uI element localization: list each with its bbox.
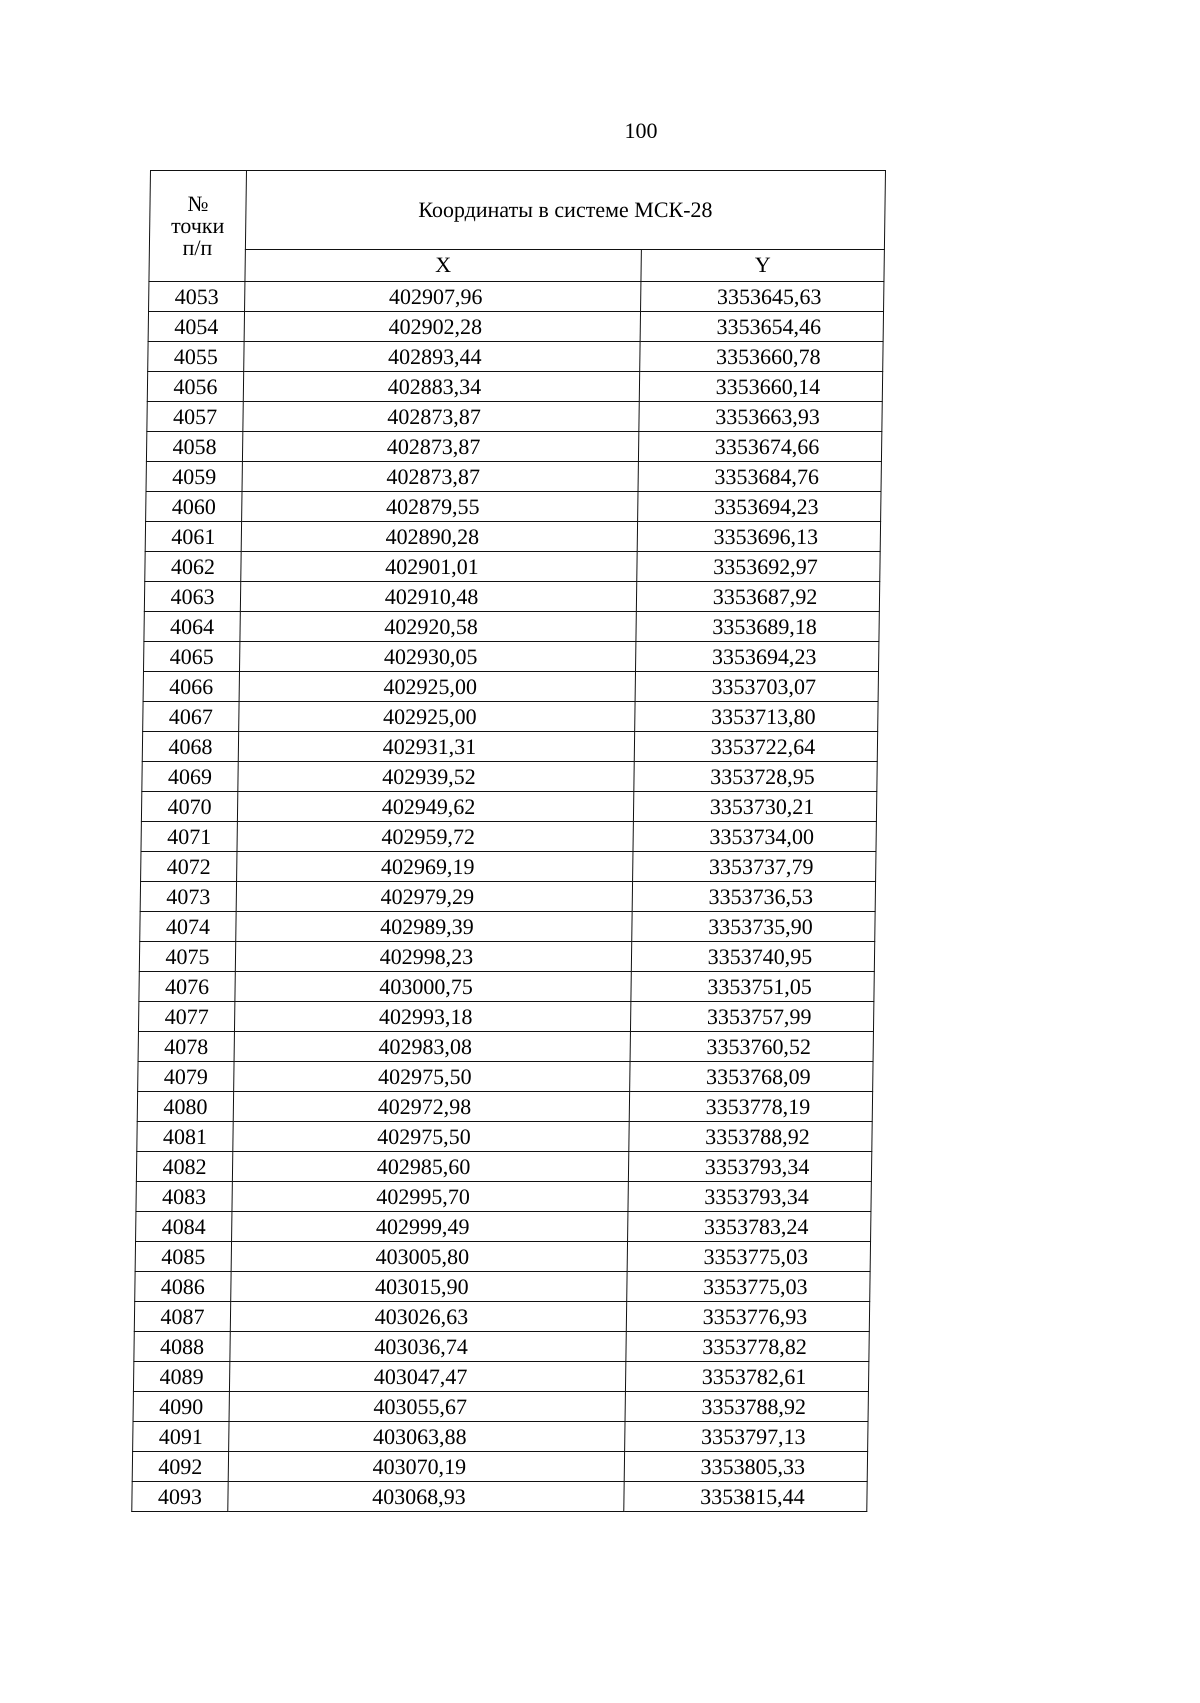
y-coordinate-cell: 3353660,14 (639, 372, 882, 402)
x-coordinate-cell: 402975,50 (233, 1122, 629, 1152)
x-coordinate-cell: 403036,74 (230, 1332, 626, 1362)
point-number-cell: 4070 (141, 792, 237, 822)
y-coordinate-cell: 3353730,21 (633, 792, 876, 822)
point-number-cell: 4055 (148, 342, 244, 372)
point-number-cell: 4078 (138, 1032, 234, 1062)
y-coordinate-cell: 3353768,09 (630, 1062, 873, 1092)
table-row (138, 1032, 873, 1062)
table-header (149, 171, 886, 282)
point-number-cell: 4085 (135, 1242, 231, 1272)
x-coordinate-cell: 402985,60 (232, 1152, 628, 1182)
page-number: 100 (624, 118, 658, 143)
y-coordinate-cell: 3353805,33 (624, 1452, 867, 1482)
table-row (147, 372, 882, 402)
y-coordinate-cell: 3353713,80 (635, 702, 878, 732)
y-coordinate-cell: 3353793,34 (628, 1152, 871, 1182)
point-number-cell: 4092 (132, 1452, 228, 1482)
table-row (149, 282, 884, 312)
x-coordinate-cell: 403005,80 (231, 1242, 627, 1272)
point-number-cell: 4090 (133, 1392, 229, 1422)
point-number-cell: 4067 (143, 702, 239, 732)
x-coordinate-cell: 402931,31 (238, 732, 634, 762)
y-coordinate-cell: 3353783,24 (628, 1212, 871, 1242)
table-row (144, 582, 879, 612)
y-coordinate-cell: 3353694,23 (638, 492, 881, 522)
table-row (147, 402, 882, 432)
table-row (142, 762, 877, 792)
point-number-cell: 4080 (137, 1092, 233, 1122)
table-row (137, 1122, 872, 1152)
table-row (133, 1362, 868, 1392)
table-row (145, 522, 880, 552)
x-coordinate-cell: 402902,28 (244, 312, 640, 342)
table-row (136, 1152, 871, 1182)
table-row (133, 1392, 868, 1422)
y-coordinate-cell: 3353694,23 (635, 642, 878, 672)
y-coordinate-cell: 3353775,03 (627, 1242, 870, 1272)
x-coordinate-cell: 402879,55 (242, 492, 638, 522)
y-coordinate-cell: 3353684,76 (638, 462, 881, 492)
table-row (138, 1062, 873, 1092)
point-number-header-line1: № (187, 191, 209, 216)
point-number-cell: 4056 (147, 372, 243, 402)
y-coordinate-cell: 3353793,34 (628, 1182, 871, 1212)
point-number-cell: 4065 (143, 642, 239, 672)
x-coordinate-cell: 402925,00 (239, 672, 635, 702)
x-coordinate-cell: 403070,19 (228, 1452, 624, 1482)
y-coordinate-cell: 3353735,90 (632, 912, 875, 942)
x-coordinate-cell: 403015,90 (231, 1272, 627, 1302)
x-coordinate-cell: 402975,50 (234, 1062, 630, 1092)
x-coordinate-cell: 402989,39 (236, 912, 632, 942)
table-row (142, 732, 877, 762)
x-coordinate-cell: 402883,34 (243, 372, 639, 402)
x-coordinate-cell: 403063,88 (229, 1422, 625, 1452)
point-number-cell: 4062 (145, 552, 241, 582)
table-row (148, 312, 883, 342)
table-row (136, 1212, 871, 1242)
table-row (132, 1452, 867, 1482)
y-coordinate-cell: 3353775,03 (627, 1272, 870, 1302)
point-number-cell: 4057 (147, 402, 243, 432)
table-row (137, 1092, 872, 1122)
x-coordinate-cell: 402890,28 (241, 522, 637, 552)
point-number-cell: 4091 (133, 1422, 229, 1452)
x-coordinate-cell: 402979,29 (236, 882, 632, 912)
x-coordinate-cell: 402930,05 (239, 642, 635, 672)
x-coordinate-cell: 402920,58 (240, 612, 636, 642)
y-coordinate-cell: 3353776,93 (626, 1302, 869, 1332)
x-column-header: X (245, 249, 641, 281)
x-coordinate-cell: 402910,48 (240, 582, 636, 612)
x-coordinate-cell: 402901,01 (241, 552, 637, 582)
point-number-header (149, 171, 247, 282)
x-coordinate-cell: 402969,19 (237, 852, 633, 882)
x-coordinate-cell: 403047,47 (229, 1362, 625, 1392)
point-number-header-line3: п/п (182, 235, 213, 260)
y-coordinate-cell: 3353757,99 (630, 1002, 873, 1032)
y-coordinate-cell: 3353722,64 (634, 732, 877, 762)
x-coordinate-cell: 402873,87 (243, 402, 639, 432)
point-number-cell: 4061 (145, 522, 241, 552)
point-number-cell: 4074 (140, 912, 236, 942)
table-row (136, 1182, 871, 1212)
table-row (143, 672, 878, 702)
y-coordinate-cell: 3353660,78 (640, 342, 883, 372)
point-number-cell: 4069 (142, 762, 238, 792)
point-number-cell: 4083 (136, 1182, 232, 1212)
y-coordinate-cell: 3353687,92 (636, 582, 879, 612)
y-coordinate-cell: 3353692,97 (637, 552, 880, 582)
table-row (132, 1482, 867, 1512)
point-number-cell: 4081 (137, 1122, 233, 1152)
y-coordinate-cell: 3353654,46 (640, 312, 883, 342)
point-number-cell: 4075 (139, 942, 235, 972)
table-row (146, 492, 881, 522)
point-number-cell: 4073 (140, 882, 236, 912)
x-coordinate-cell: 402983,08 (234, 1032, 630, 1062)
y-coordinate-cell: 3353734,00 (633, 822, 876, 852)
point-number-cell: 4063 (144, 582, 240, 612)
x-coordinate-cell: 402999,49 (232, 1212, 628, 1242)
y-coordinate-cell: 3353674,66 (638, 432, 881, 462)
y-coordinate-cell: 3353751,05 (631, 972, 874, 1002)
table-row (143, 702, 878, 732)
point-number-cell: 4058 (146, 432, 242, 462)
point-number-cell: 4066 (143, 672, 239, 702)
point-number-cell: 4059 (146, 462, 242, 492)
point-number-cell: 4088 (134, 1332, 230, 1362)
point-number-cell: 4089 (133, 1362, 229, 1392)
y-coordinate-cell: 3353788,92 (625, 1392, 868, 1422)
y-coordinate-cell: 3353696,13 (637, 522, 880, 552)
y-coordinate-cell: 3353740,95 (631, 942, 874, 972)
table-row (141, 852, 876, 882)
x-coordinate-cell: 402972,98 (233, 1092, 629, 1122)
y-coordinate-cell: 3353728,95 (634, 762, 877, 792)
y-coordinate-cell: 3353815,44 (624, 1482, 867, 1512)
point-number-cell: 4076 (139, 972, 235, 1002)
table-row (144, 612, 879, 642)
table-row (138, 1002, 873, 1032)
point-number-cell: 4082 (136, 1152, 232, 1182)
point-number-cell: 4053 (149, 282, 245, 312)
x-coordinate-cell: 402949,62 (237, 792, 633, 822)
point-number-cell: 4093 (132, 1482, 228, 1512)
table-row (145, 552, 880, 582)
y-coordinate-cell: 3353689,18 (636, 612, 879, 642)
point-number-cell: 4079 (138, 1062, 234, 1092)
x-coordinate-cell: 402925,00 (239, 702, 635, 732)
x-coordinate-cell: 402939,52 (238, 762, 634, 792)
table-row (141, 822, 876, 852)
x-coordinate-cell: 402993,18 (234, 1002, 630, 1032)
point-number-header-line2: точки (170, 213, 225, 238)
table-row (140, 912, 875, 942)
x-coordinate-cell: 402873,87 (242, 462, 638, 492)
y-coordinate-cell: 3353797,13 (625, 1422, 868, 1452)
point-number-cell: 4064 (144, 612, 240, 642)
y-coordinate-cell: 3353760,52 (630, 1032, 873, 1062)
table-row (146, 432, 881, 462)
table-row (139, 972, 874, 1002)
table-row (133, 1422, 868, 1452)
x-coordinate-cell: 402995,70 (232, 1182, 628, 1212)
x-coordinate-cell: 403026,63 (230, 1302, 626, 1332)
point-number-cell: 4071 (141, 822, 237, 852)
x-coordinate-cell: 402959,72 (237, 822, 633, 852)
y-coordinate-cell: 3353778,19 (629, 1092, 872, 1122)
y-coordinate-cell: 3353736,53 (632, 882, 875, 912)
coordinates-table (131, 170, 886, 1512)
table-row (135, 1272, 870, 1302)
point-number-cell: 4084 (136, 1212, 232, 1242)
point-number-cell: 4086 (135, 1272, 231, 1302)
table-row (134, 1302, 869, 1332)
point-number-cell: 4087 (134, 1302, 230, 1332)
x-coordinate-cell: 402893,44 (244, 342, 640, 372)
table-body (132, 282, 884, 1512)
table-row (143, 642, 878, 672)
x-coordinate-cell: 402873,87 (242, 432, 638, 462)
y-coordinate-cell: 3353788,92 (629, 1122, 872, 1152)
y-coordinate-cell: 3353663,93 (639, 402, 882, 432)
table-row (141, 792, 876, 822)
point-number-cell: 4072 (141, 852, 237, 882)
point-number-cell: 4060 (146, 492, 242, 522)
table-row (135, 1242, 870, 1272)
y-column-header: Y (641, 249, 884, 281)
point-number-cell: 4077 (138, 1002, 234, 1032)
table-row (134, 1332, 869, 1362)
y-coordinate-cell: 3353645,63 (641, 282, 884, 312)
x-coordinate-cell: 403000,75 (235, 972, 631, 1002)
y-coordinate-cell: 3353782,61 (625, 1362, 868, 1392)
x-coordinate-cell: 402907,96 (245, 282, 641, 312)
y-coordinate-cell: 3353703,07 (635, 672, 878, 702)
point-number-cell: 4054 (148, 312, 244, 342)
x-coordinate-cell: 403068,93 (228, 1482, 624, 1512)
table-row (146, 462, 881, 492)
x-coordinate-cell: 402998,23 (235, 942, 631, 972)
table-row (139, 942, 874, 972)
y-coordinate-cell: 3353737,79 (633, 852, 876, 882)
table-row (140, 882, 875, 912)
point-number-cell: 4068 (142, 732, 238, 762)
table-row (148, 342, 883, 372)
x-coordinate-cell: 403055,67 (229, 1392, 625, 1422)
coordinates-system-header: Координаты в системе МСК-28 (245, 171, 885, 250)
y-coordinate-cell: 3353778,82 (626, 1332, 869, 1362)
